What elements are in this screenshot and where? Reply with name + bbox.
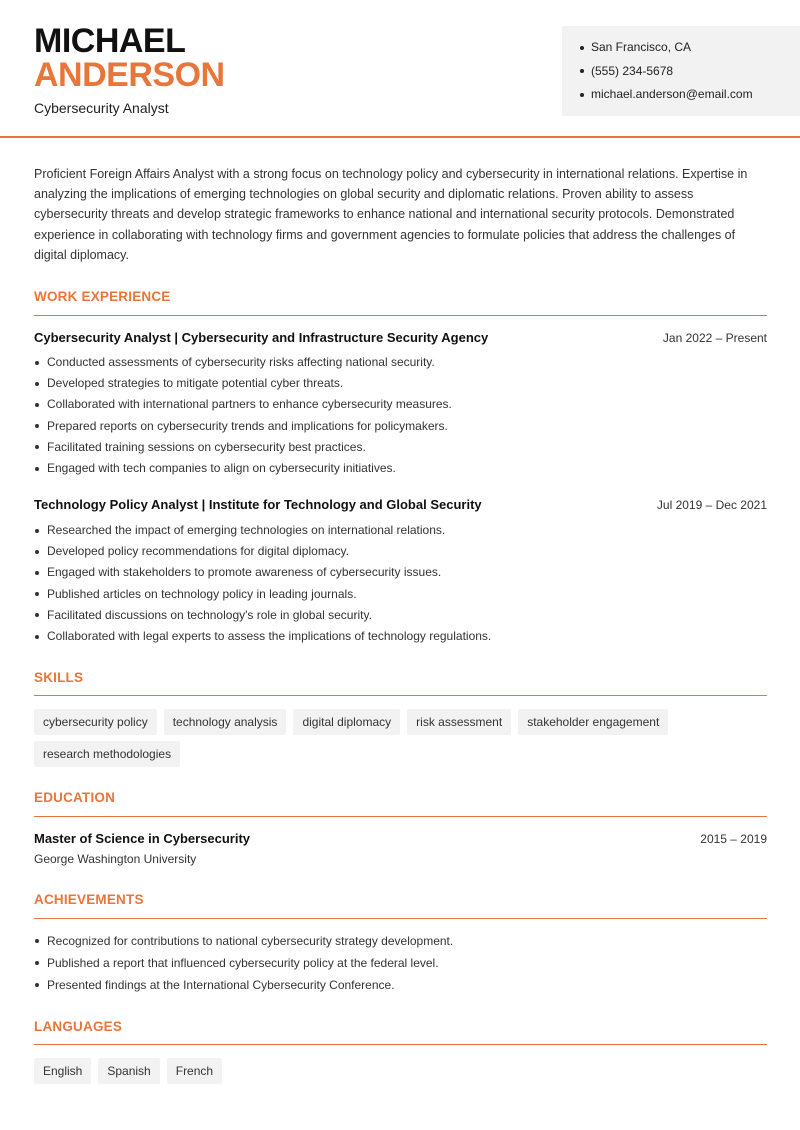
skill-tag: digital diplomacy xyxy=(293,709,400,735)
first-name: MICHAEL xyxy=(34,22,186,60)
bullet-text: Collaborated with legal experts to assess the implications of technology regulations. xyxy=(47,629,492,644)
bullet-text: Developed policy recommendations for digital diplomacy. xyxy=(47,544,349,559)
skill-tag: stakeholder engagement xyxy=(518,709,668,735)
section-divider xyxy=(34,816,767,817)
job-dates: Jan 2022 – Present xyxy=(662,331,767,345)
bullet-icon xyxy=(580,46,584,50)
bullet-icon xyxy=(35,529,39,533)
bullet-icon xyxy=(35,382,39,386)
achievement-bullets xyxy=(34,930,767,996)
list-item xyxy=(34,930,767,952)
list-item xyxy=(34,520,767,541)
bullet-icon xyxy=(35,961,39,965)
bullet-icon xyxy=(35,424,39,428)
list-item xyxy=(34,605,767,626)
list-item xyxy=(34,416,767,437)
language-tag: English xyxy=(34,1058,91,1084)
language-tags xyxy=(34,1058,767,1084)
bullet-icon xyxy=(580,69,584,73)
bullet-text: Presented findings at the International Cybersecurity Conference. xyxy=(47,978,395,992)
list-item xyxy=(34,373,767,394)
bullet-text: Developed strategies to mitigate potential cyber threats. xyxy=(47,376,344,391)
job-bullets xyxy=(34,520,767,647)
bullet-icon xyxy=(580,93,584,97)
contact-phone xyxy=(580,60,800,84)
contact-box xyxy=(562,26,800,116)
list-item xyxy=(34,458,767,479)
list-item xyxy=(34,584,767,605)
bullet-icon xyxy=(35,445,39,449)
skill-tag: technology analysis xyxy=(164,709,287,735)
skills-tags xyxy=(34,709,767,767)
section-title-languages: LANGUAGES xyxy=(34,1019,123,1034)
job-title: Cybersecurity Analyst xyxy=(34,100,169,116)
skill-tag: research methodologies xyxy=(34,741,180,767)
bullet-text: Facilitated training sessions on cybersecurity best practices. xyxy=(47,439,366,454)
bullet-text: Prepared reports on cybersecurity trends and implications for policymakers. xyxy=(47,418,448,433)
bullet-text: Recognized for contributions to national cybersecurity strategy development. xyxy=(47,934,454,948)
job-role: Technology Policy Analyst | Institute for Technology and Global Security xyxy=(34,497,482,512)
list-item xyxy=(34,974,767,996)
bullet-text: Published a report that influenced cybersecurity policy at the federal level. xyxy=(47,956,439,970)
section-divider xyxy=(34,1044,767,1045)
job-dates: Jul 2019 – Dec 2021 xyxy=(656,498,767,512)
bullet-icon xyxy=(35,550,39,554)
section-divider xyxy=(34,918,767,919)
contact-email xyxy=(580,83,800,107)
section-title-achievements: ACHIEVEMENTS xyxy=(34,892,144,907)
bullet-text: Conducted assessments of cybersecurity risks affecting national security. xyxy=(47,355,435,369)
skill-tag: cybersecurity policy xyxy=(34,709,157,735)
bullet-icon xyxy=(35,361,39,365)
skill-tag: risk assessment xyxy=(407,709,511,735)
bullet-text: Researched the impact of emerging technologies on international relations. xyxy=(47,523,446,537)
list-item xyxy=(34,437,767,458)
bullet-icon xyxy=(35,571,39,575)
list-item xyxy=(34,352,767,373)
bullet-icon xyxy=(35,939,39,943)
location-text: San Francisco, CA xyxy=(591,40,692,54)
list-item xyxy=(34,626,767,647)
bullet-icon xyxy=(35,403,39,407)
job-header xyxy=(34,330,767,345)
phone-text: (555) 234-5678 xyxy=(591,63,674,78)
school-name: George Washington University xyxy=(34,852,197,866)
section-title-work-experience: WORK EXPERIENCE xyxy=(34,289,171,304)
list-item xyxy=(34,952,767,974)
bullet-text: Engaged with tech companies to align on cybersecurity initiatives. xyxy=(47,461,396,476)
job-bullets xyxy=(34,352,767,479)
education-header xyxy=(34,831,767,846)
bullet-text: Published articles on technology policy in leading journals. xyxy=(47,586,357,601)
language-tag: French xyxy=(167,1058,222,1084)
section-divider xyxy=(34,695,767,696)
bullet-text: Engaged with stakeholders to promote awareness of cybersecurity issues. xyxy=(47,565,442,580)
section-title-education: EDUCATION xyxy=(34,790,116,805)
summary-paragraph: Proficient Foreign Affairs Analyst with a strong focus on technology policy and cybersecurity in international relations. Expertise in analyzing the implications of emerging technologies on global security and diplomatic relations. Proven ability to assess cybersecurity threats and develop strategic frameworks to enhance national and international security protocols. Demonstrated experience in collaborating with technology firms and government agencies to formulate policies that address the challenges of digital diplomacy. xyxy=(34,167,748,262)
last-name: ANDERSON xyxy=(34,56,225,94)
list-item xyxy=(34,562,767,583)
contact-location xyxy=(580,36,800,60)
degree: Master of Science in Cybersecurity xyxy=(34,831,251,846)
bullet-icon xyxy=(35,635,39,639)
email-text: michael.anderson@email.com xyxy=(591,87,753,101)
bullet-icon xyxy=(35,613,39,617)
job-role: Cybersecurity Analyst | Cybersecurity and Infrastructure Security Agency xyxy=(34,330,489,345)
list-item xyxy=(34,541,767,562)
language-tag: Spanish xyxy=(98,1058,159,1084)
list-item xyxy=(34,394,767,415)
resume-header xyxy=(0,0,800,138)
bullet-text: Collaborated with international partners to enhance cybersecurity measures. xyxy=(47,397,452,412)
section-divider xyxy=(34,315,767,316)
section-title-skills: SKILLS xyxy=(34,670,84,685)
education-dates: 2015 – 2019 xyxy=(700,832,767,846)
bullet-icon xyxy=(35,592,39,596)
bullet-icon xyxy=(35,467,39,471)
bullet-icon xyxy=(35,983,39,987)
bullet-text: Facilitated discussions on technology's role in global security. xyxy=(47,607,372,622)
job-header xyxy=(34,497,767,512)
